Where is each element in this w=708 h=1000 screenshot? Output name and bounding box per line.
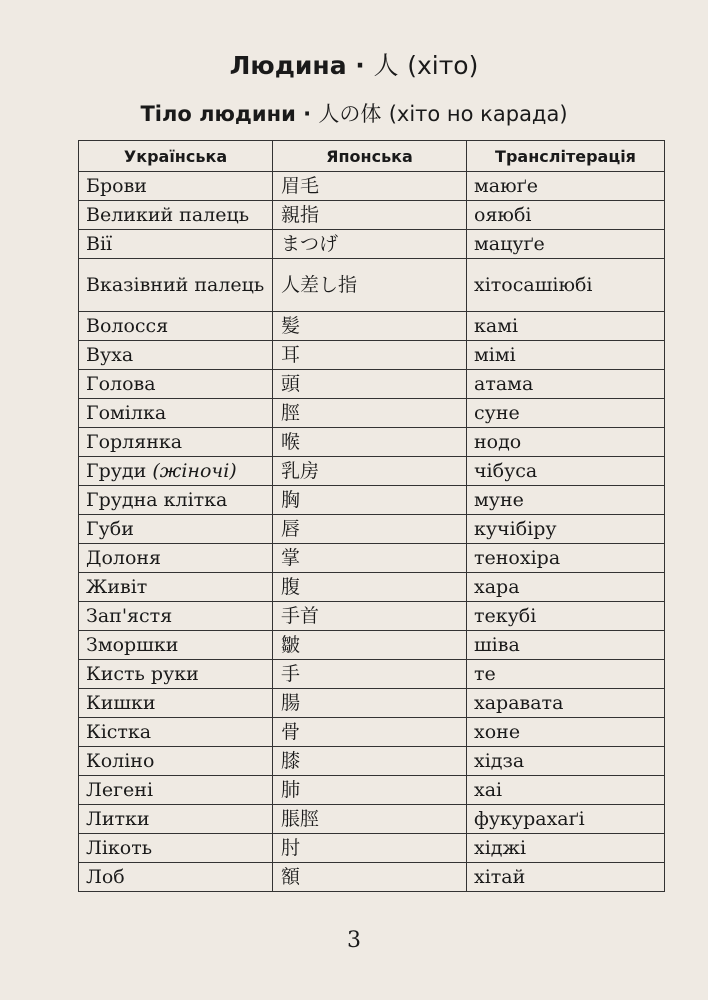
cell-ukrainian xyxy=(79,341,273,370)
cell-japanese: 親指 xyxy=(273,201,467,230)
ukrainian-word: Долоня xyxy=(86,546,162,569)
cell-ukrainian xyxy=(79,457,273,486)
ukrainian-word: Горлянка xyxy=(86,430,183,453)
cell-ukrainian xyxy=(79,776,273,805)
cell-japanese: 皺 xyxy=(273,631,467,660)
cell-ukrainian xyxy=(79,201,273,230)
cell-ukrainian xyxy=(79,602,273,631)
cell-ukrainian xyxy=(79,573,273,602)
ukrainian-word: Литки xyxy=(86,807,150,830)
table-row xyxy=(79,370,665,399)
cell-japanese: 唇 xyxy=(273,515,467,544)
table-row xyxy=(79,201,665,230)
table-row xyxy=(79,863,665,892)
cell-ukrainian xyxy=(79,399,273,428)
cell-japanese: 手首 xyxy=(273,602,467,631)
section-subtitle xyxy=(0,98,708,128)
header-japanese: Японська xyxy=(273,141,467,172)
cell-ukrainian xyxy=(79,486,273,515)
ukrainian-word: Вуха xyxy=(86,343,134,366)
table-row xyxy=(79,172,665,201)
cell-transliteration: хаі xyxy=(467,776,665,805)
table-row xyxy=(79,602,665,631)
ukrainian-word: Коліно xyxy=(86,749,155,772)
ukrainian-word: Лікоть xyxy=(86,836,153,859)
subtitle-japanese: 人の体 xyxy=(318,102,382,126)
cell-japanese: 腹 xyxy=(273,573,467,602)
cell-japanese: 手 xyxy=(273,660,467,689)
cell-ukrainian xyxy=(79,805,273,834)
cell-ukrainian xyxy=(79,863,273,892)
cell-ukrainian xyxy=(79,230,273,259)
cell-transliteration: мацуґе xyxy=(467,230,665,259)
cell-ukrainian xyxy=(79,312,273,341)
header-transliteration: Транслітерація xyxy=(467,141,665,172)
cell-transliteration: хіджі xyxy=(467,834,665,863)
ukrainian-word: Зап'ястя xyxy=(86,604,173,627)
cell-japanese: 骨 xyxy=(273,718,467,747)
ukrainian-word: Великий палець xyxy=(86,203,250,226)
cell-japanese: 膝 xyxy=(273,747,467,776)
cell-transliteration: суне xyxy=(467,399,665,428)
cell-transliteration: чібуса xyxy=(467,457,665,486)
table-row xyxy=(79,660,665,689)
cell-ukrainian xyxy=(79,718,273,747)
cell-transliteration: маюґе xyxy=(467,172,665,201)
cell-ukrainian xyxy=(79,428,273,457)
cell-transliteration: камі xyxy=(467,312,665,341)
table-row xyxy=(79,515,665,544)
cell-japanese: 肘 xyxy=(273,834,467,863)
cell-transliteration: шіва xyxy=(467,631,665,660)
cell-japanese: 掌 xyxy=(273,544,467,573)
cell-japanese: 胸 xyxy=(273,486,467,515)
cell-transliteration: атама xyxy=(467,370,665,399)
cell-ukrainian xyxy=(79,172,273,201)
cell-japanese: 眉毛 xyxy=(273,172,467,201)
cell-transliteration: нодо xyxy=(467,428,665,457)
cell-transliteration: ояюбі xyxy=(467,201,665,230)
cell-japanese: 腸 xyxy=(273,689,467,718)
title-reading: (хіто) xyxy=(407,51,479,80)
table-row xyxy=(79,486,665,515)
cell-japanese: 脛 xyxy=(273,399,467,428)
cell-japanese: 脹脛 xyxy=(273,805,467,834)
table-row xyxy=(79,805,665,834)
subtitle-reading: (хіто но карада) xyxy=(388,102,568,126)
table-row xyxy=(79,399,665,428)
ukrainian-word: Живіт xyxy=(86,575,148,598)
cell-transliteration: хітай xyxy=(467,863,665,892)
cell-ukrainian xyxy=(79,544,273,573)
ukrainian-word: Вказівний палець xyxy=(86,273,265,296)
cell-transliteration: мімі xyxy=(467,341,665,370)
table-row xyxy=(79,230,665,259)
table-row xyxy=(79,457,665,486)
cell-ukrainian xyxy=(79,747,273,776)
cell-japanese: 肺 xyxy=(273,776,467,805)
table-row xyxy=(79,689,665,718)
cell-japanese: 髪 xyxy=(273,312,467,341)
ukrainian-word: Волосся xyxy=(86,314,169,337)
page-number: 3 xyxy=(347,928,361,953)
cell-ukrainian xyxy=(79,631,273,660)
table-row xyxy=(79,776,665,805)
table-row xyxy=(79,341,665,370)
table-row xyxy=(79,428,665,457)
cell-transliteration: хідза xyxy=(467,747,665,776)
cell-japanese: 喉 xyxy=(273,428,467,457)
ukrainian-word: Кістка xyxy=(86,720,152,743)
cell-transliteration: кучібіру xyxy=(467,515,665,544)
table-row xyxy=(79,259,665,312)
cell-transliteration: хара xyxy=(467,573,665,602)
ukrainian-word: Кишки xyxy=(86,691,156,714)
subtitle-dot: · xyxy=(303,102,312,126)
ukrainian-word: Вії xyxy=(86,232,113,255)
table-row xyxy=(79,631,665,660)
title-dot: · xyxy=(355,51,365,80)
cell-transliteration: те xyxy=(467,660,665,689)
ukrainian-word: Кисть руки xyxy=(86,662,199,685)
ukrainian-word: Лоб xyxy=(86,865,125,888)
cell-transliteration: харавата xyxy=(467,689,665,718)
ukrainian-word: Легені xyxy=(86,778,154,801)
cell-ukrainian xyxy=(79,515,273,544)
cell-japanese: 人差し指 xyxy=(273,259,467,312)
vocabulary-table xyxy=(78,140,665,892)
ukrainian-word: Голова xyxy=(86,372,156,395)
cell-japanese: 頭 xyxy=(273,370,467,399)
subtitle-main: Тіло людини xyxy=(140,102,296,126)
table-row xyxy=(79,747,665,776)
cell-transliteration: фукурахаґі xyxy=(467,805,665,834)
ukrainian-word: Зморшки xyxy=(86,633,179,656)
table-row xyxy=(79,834,665,863)
ukrainian-word: Груди xyxy=(86,459,147,482)
ukrainian-note: (жіночі) xyxy=(152,459,237,482)
ukrainian-word: Гомілка xyxy=(86,401,167,424)
page-title xyxy=(0,46,708,82)
table-row xyxy=(79,312,665,341)
cell-japanese: 乳房 xyxy=(273,457,467,486)
cell-transliteration: хітосашіюбі xyxy=(467,259,665,312)
table-row xyxy=(79,718,665,747)
cell-ukrainian xyxy=(79,259,273,312)
cell-ukrainian xyxy=(79,689,273,718)
cell-ukrainian xyxy=(79,834,273,863)
ukrainian-word: Грудна клітка xyxy=(86,488,228,511)
ukrainian-word: Губи xyxy=(86,517,134,540)
cell-japanese: 耳 xyxy=(273,341,467,370)
table-row xyxy=(79,544,665,573)
title-main: Людина xyxy=(229,51,347,80)
header-ukrainian: Українська xyxy=(79,141,273,172)
cell-ukrainian xyxy=(79,660,273,689)
cell-transliteration: тенохіра xyxy=(467,544,665,573)
title-japanese: 人 xyxy=(373,51,399,80)
cell-ukrainian xyxy=(79,370,273,399)
cell-transliteration: текубі xyxy=(467,602,665,631)
cell-japanese: 額 xyxy=(273,863,467,892)
table-row xyxy=(79,573,665,602)
cell-transliteration: хоне xyxy=(467,718,665,747)
cell-japanese: まつげ xyxy=(273,230,467,259)
ukrainian-word: Брови xyxy=(86,174,147,197)
cell-transliteration: муне xyxy=(467,486,665,515)
table-header-row xyxy=(79,141,665,172)
